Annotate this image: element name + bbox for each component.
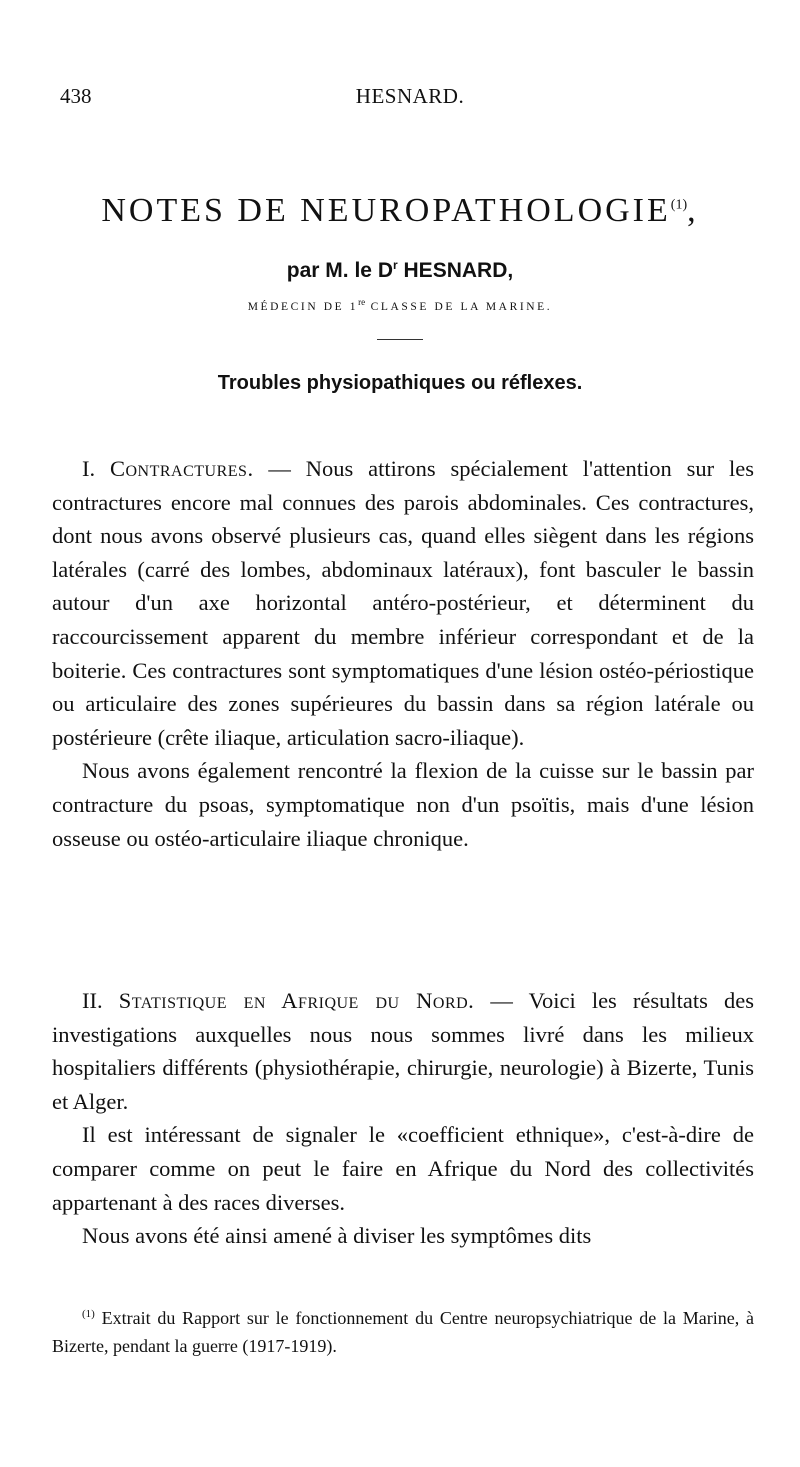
paragraph-text: Nous attirons spécialement l'attention sur les contractures encore mal connues des parois abdominales. Ces contractures, dont nous avons observé plusieurs cas, quand elles siègent dans les régions latérales (carré des lombes, abdominaux latéraux), font basculer le bassin autour d'un axe horizontal antéro-postérieur, et déterminent du raccourcissement apparent du membre inférieur correspondant et de la boiterie. Ces contractures sont symptomatiques d'une lésion ostéo-périostique ou articulaire des zones supérieures du bassin dans sa région latérale ou postérieure (crête iliaque, articulation sacro-iliaque). — [52, 456, 755, 750]
author-title-sup: r — [393, 258, 398, 272]
section-statistique — [52, 984, 754, 1253]
author-prefix: par M. le D — [286, 259, 393, 282]
title-trailing-comma: , — [687, 192, 699, 229]
paragraph: Nous avons également rencontré la flexion de la cuisse sur le bassin par contracture du psoas, symptomatique non d'un psoïtis, mais d'une lésion osseuse ou ostéo-articulaire iliaque chronique. — [52, 758, 754, 851]
author-line — [40, 258, 760, 283]
author-name: HESNARD, — [403, 259, 514, 282]
footnote-text: Extrait du Rapport sur le fonctionnement du Centre neuropsychiatrique de la Marine, à Bizerte, pendant la guerre (1917-1919). — [52, 1308, 754, 1356]
paragraph: Il est intéressant de signaler le «coefficient ethnique», c'est-à-dire de comparer comme on peut le faire en Afrique du Nord des collectivités appartenant à des races diverses. — [52, 1122, 754, 1215]
separator-rule — [377, 339, 423, 340]
article-title-text: NOTES DE NEUROPATHOLOGIE — [101, 192, 671, 229]
author-rank — [40, 297, 760, 313]
section-number: I. — [82, 456, 96, 481]
section-contractures — [52, 452, 754, 855]
running-head: HESNARD. — [355, 84, 465, 108]
article-title — [40, 192, 760, 230]
section-number: II. — [82, 988, 103, 1013]
section-heading: Troubles physiopathiques ou réflexes. — [217, 371, 583, 394]
section-title: Statistique en Afrique du Nord. — [118, 988, 475, 1013]
author-rank-sup: re — [358, 297, 366, 307]
footnote — [52, 1300, 754, 1360]
paragraph — [52, 452, 754, 754]
title-block — [40, 192, 760, 395]
footnote-marker: (1) — [82, 1308, 95, 1320]
paragraph — [52, 984, 754, 1118]
author-rank-pre: MÉDECIN DE 1 — [247, 300, 359, 313]
page-header — [60, 84, 760, 120]
title-footnote-marker: (1) — [670, 197, 688, 213]
section-title: Contractures. — [109, 456, 254, 481]
paragraph: Nous avons été ainsi amené à diviser les symptômes dits — [82, 1223, 592, 1249]
author-rank-post: CLASSE DE LA MARINE. — [365, 300, 553, 313]
section-dash: — — [474, 988, 529, 1013]
section-dash: — — [253, 456, 306, 481]
paragraph-text: Voici les résultats des investigations auxquelles nous nous sommes livré dans les milieux hospitaliers différents (physiothérapie, chirurgie, neurologie) à Bizerte, Tunis et Alger. — [52, 988, 754, 1114]
page-number: 438 — [60, 84, 92, 108]
